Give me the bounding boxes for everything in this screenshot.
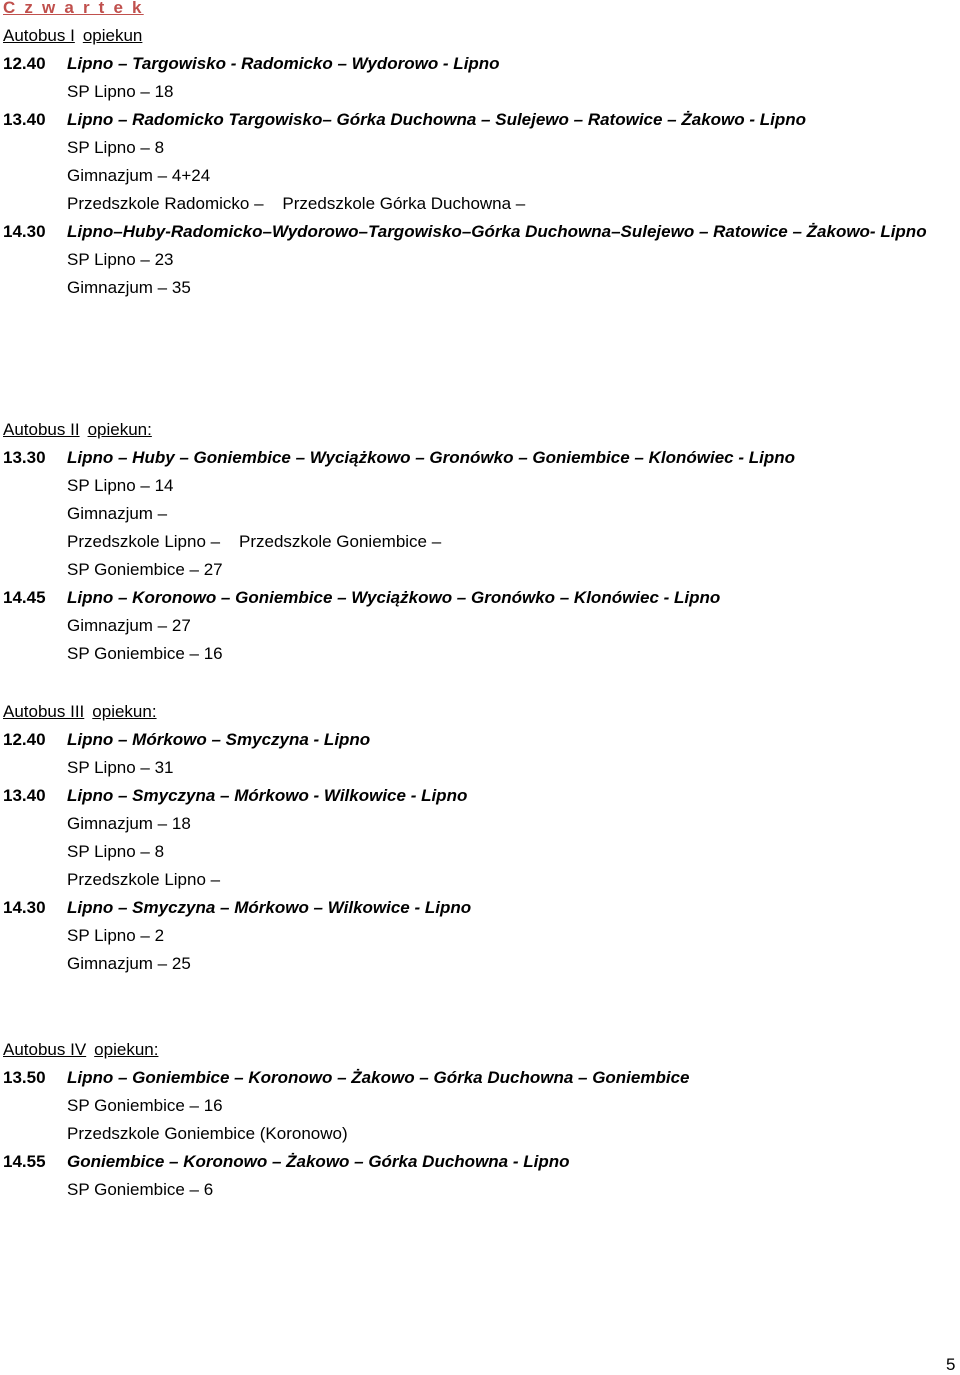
trip-route: Lipno – Radomicko Targowisko– Górka Duchowna – Sulejewo – Ratowice – Żakowo - Lipno xyxy=(67,110,807,129)
trip-route: Lipno – Smyczyna – Mórkowo – Wilkowice - Lipno xyxy=(67,898,472,917)
trip-stop: Przedszkole Radomicko – Przedszkole Górka Duchowna – xyxy=(67,194,526,213)
trip-stop: Gimnazjum – 35 xyxy=(67,278,191,297)
trip-stop: SP Lipno – 8 xyxy=(67,138,165,157)
bus-name: Autobus II xyxy=(3,420,80,439)
trip-stop: Gimnazjum – xyxy=(67,504,168,523)
trip-time: 13.50 xyxy=(3,1068,46,1087)
trip-time: 14.45 xyxy=(3,588,46,607)
trip-time: 14.30 xyxy=(3,898,46,917)
bus-header-3 xyxy=(3,702,157,722)
trip-stop: SP Goniembice – 16 xyxy=(67,1096,223,1115)
trip-stop: SP Lipno – 23 xyxy=(67,250,174,269)
bus-name: Autobus I xyxy=(3,26,75,45)
trip-stop: SP Goniembice – 27 xyxy=(67,560,223,579)
bus-header-2 xyxy=(3,420,152,440)
trip-stop: Gimnazjum – 25 xyxy=(67,954,191,973)
trip-stop: SP Lipno – 14 xyxy=(67,476,174,495)
trip-route: Goniembice – Koronowo – Żakowo – Górka Duchowna - Lipno xyxy=(67,1152,570,1171)
trip-stop: SP Lipno – 8 xyxy=(67,842,165,861)
trip-stop: SP Lipno – 2 xyxy=(67,926,165,945)
day-title: C z w a r t e k xyxy=(3,0,144,17)
page-number: 5 xyxy=(946,1355,956,1374)
trip-time: 14.30 xyxy=(3,222,46,241)
bus-label: opiekun: xyxy=(94,1040,159,1059)
trip-stop: SP Lipno – 31 xyxy=(67,758,174,777)
bus-label: opiekun: xyxy=(92,702,157,721)
trip-route: Lipno – Smyczyna – Mórkowo - Wilkowice - Lipno xyxy=(67,786,468,805)
trip-stop: Gimnazjum – 4+24 xyxy=(67,166,211,185)
trip-stop: SP Goniembice – 6 xyxy=(67,1180,214,1199)
trip-time: 13.40 xyxy=(3,786,46,805)
trip-time: 14.55 xyxy=(3,1152,46,1171)
bus-name: Autobus IV xyxy=(3,1040,87,1059)
trip-route: Lipno–Huby-Radomicko–Wydorowo–Targowisko–Górka Duchowna–Sulejewo – Ratowice – Żakowo- Lipno xyxy=(67,222,927,241)
trip-time: 13.30 xyxy=(3,448,46,467)
trip-time: 12.40 xyxy=(3,54,46,73)
bus-header-4 xyxy=(3,1040,158,1060)
trip-stop: Przedszkole Lipno – Przedszkole Goniembice – xyxy=(67,532,442,551)
trip-route: Lipno – Huby – Goniembice – Wyciążkowo – Gronówko – Goniembice – Klonówiec - Lipno xyxy=(67,448,795,467)
trip-stop: SP Goniembice – 16 xyxy=(67,644,223,663)
trip-route: Lipno – Goniembice – Koronowo – Żakowo – Górka Duchowna – Goniembice xyxy=(67,1068,690,1087)
trip-stop: Gimnazjum – 18 xyxy=(67,814,191,833)
bus-header-1 xyxy=(3,26,142,46)
trip-stop: Gimnazjum – 27 xyxy=(67,616,191,635)
trip-route: Lipno – Mórkowo – Smyczyna - Lipno xyxy=(67,730,371,749)
trip-stop: Przedszkole Goniembice (Koronowo) xyxy=(67,1124,348,1143)
bus-name: Autobus III xyxy=(3,702,85,721)
bus-label: opiekun xyxy=(82,26,143,45)
trip-stop: Przedszkole Lipno – xyxy=(67,870,221,889)
trip-route: Lipno – Koronowo – Goniembice – Wyciążkowo – Gronówko – Klonówiec - Lipno xyxy=(67,588,721,607)
trip-time: 12.40 xyxy=(3,730,46,749)
trip-time: 13.40 xyxy=(3,110,46,129)
bus-label: opiekun: xyxy=(87,420,152,439)
trip-route: Lipno – Targowisko - Radomicko – Wydorowo - Lipno xyxy=(67,54,500,73)
trip-stop: SP Lipno – 18 xyxy=(67,82,174,101)
